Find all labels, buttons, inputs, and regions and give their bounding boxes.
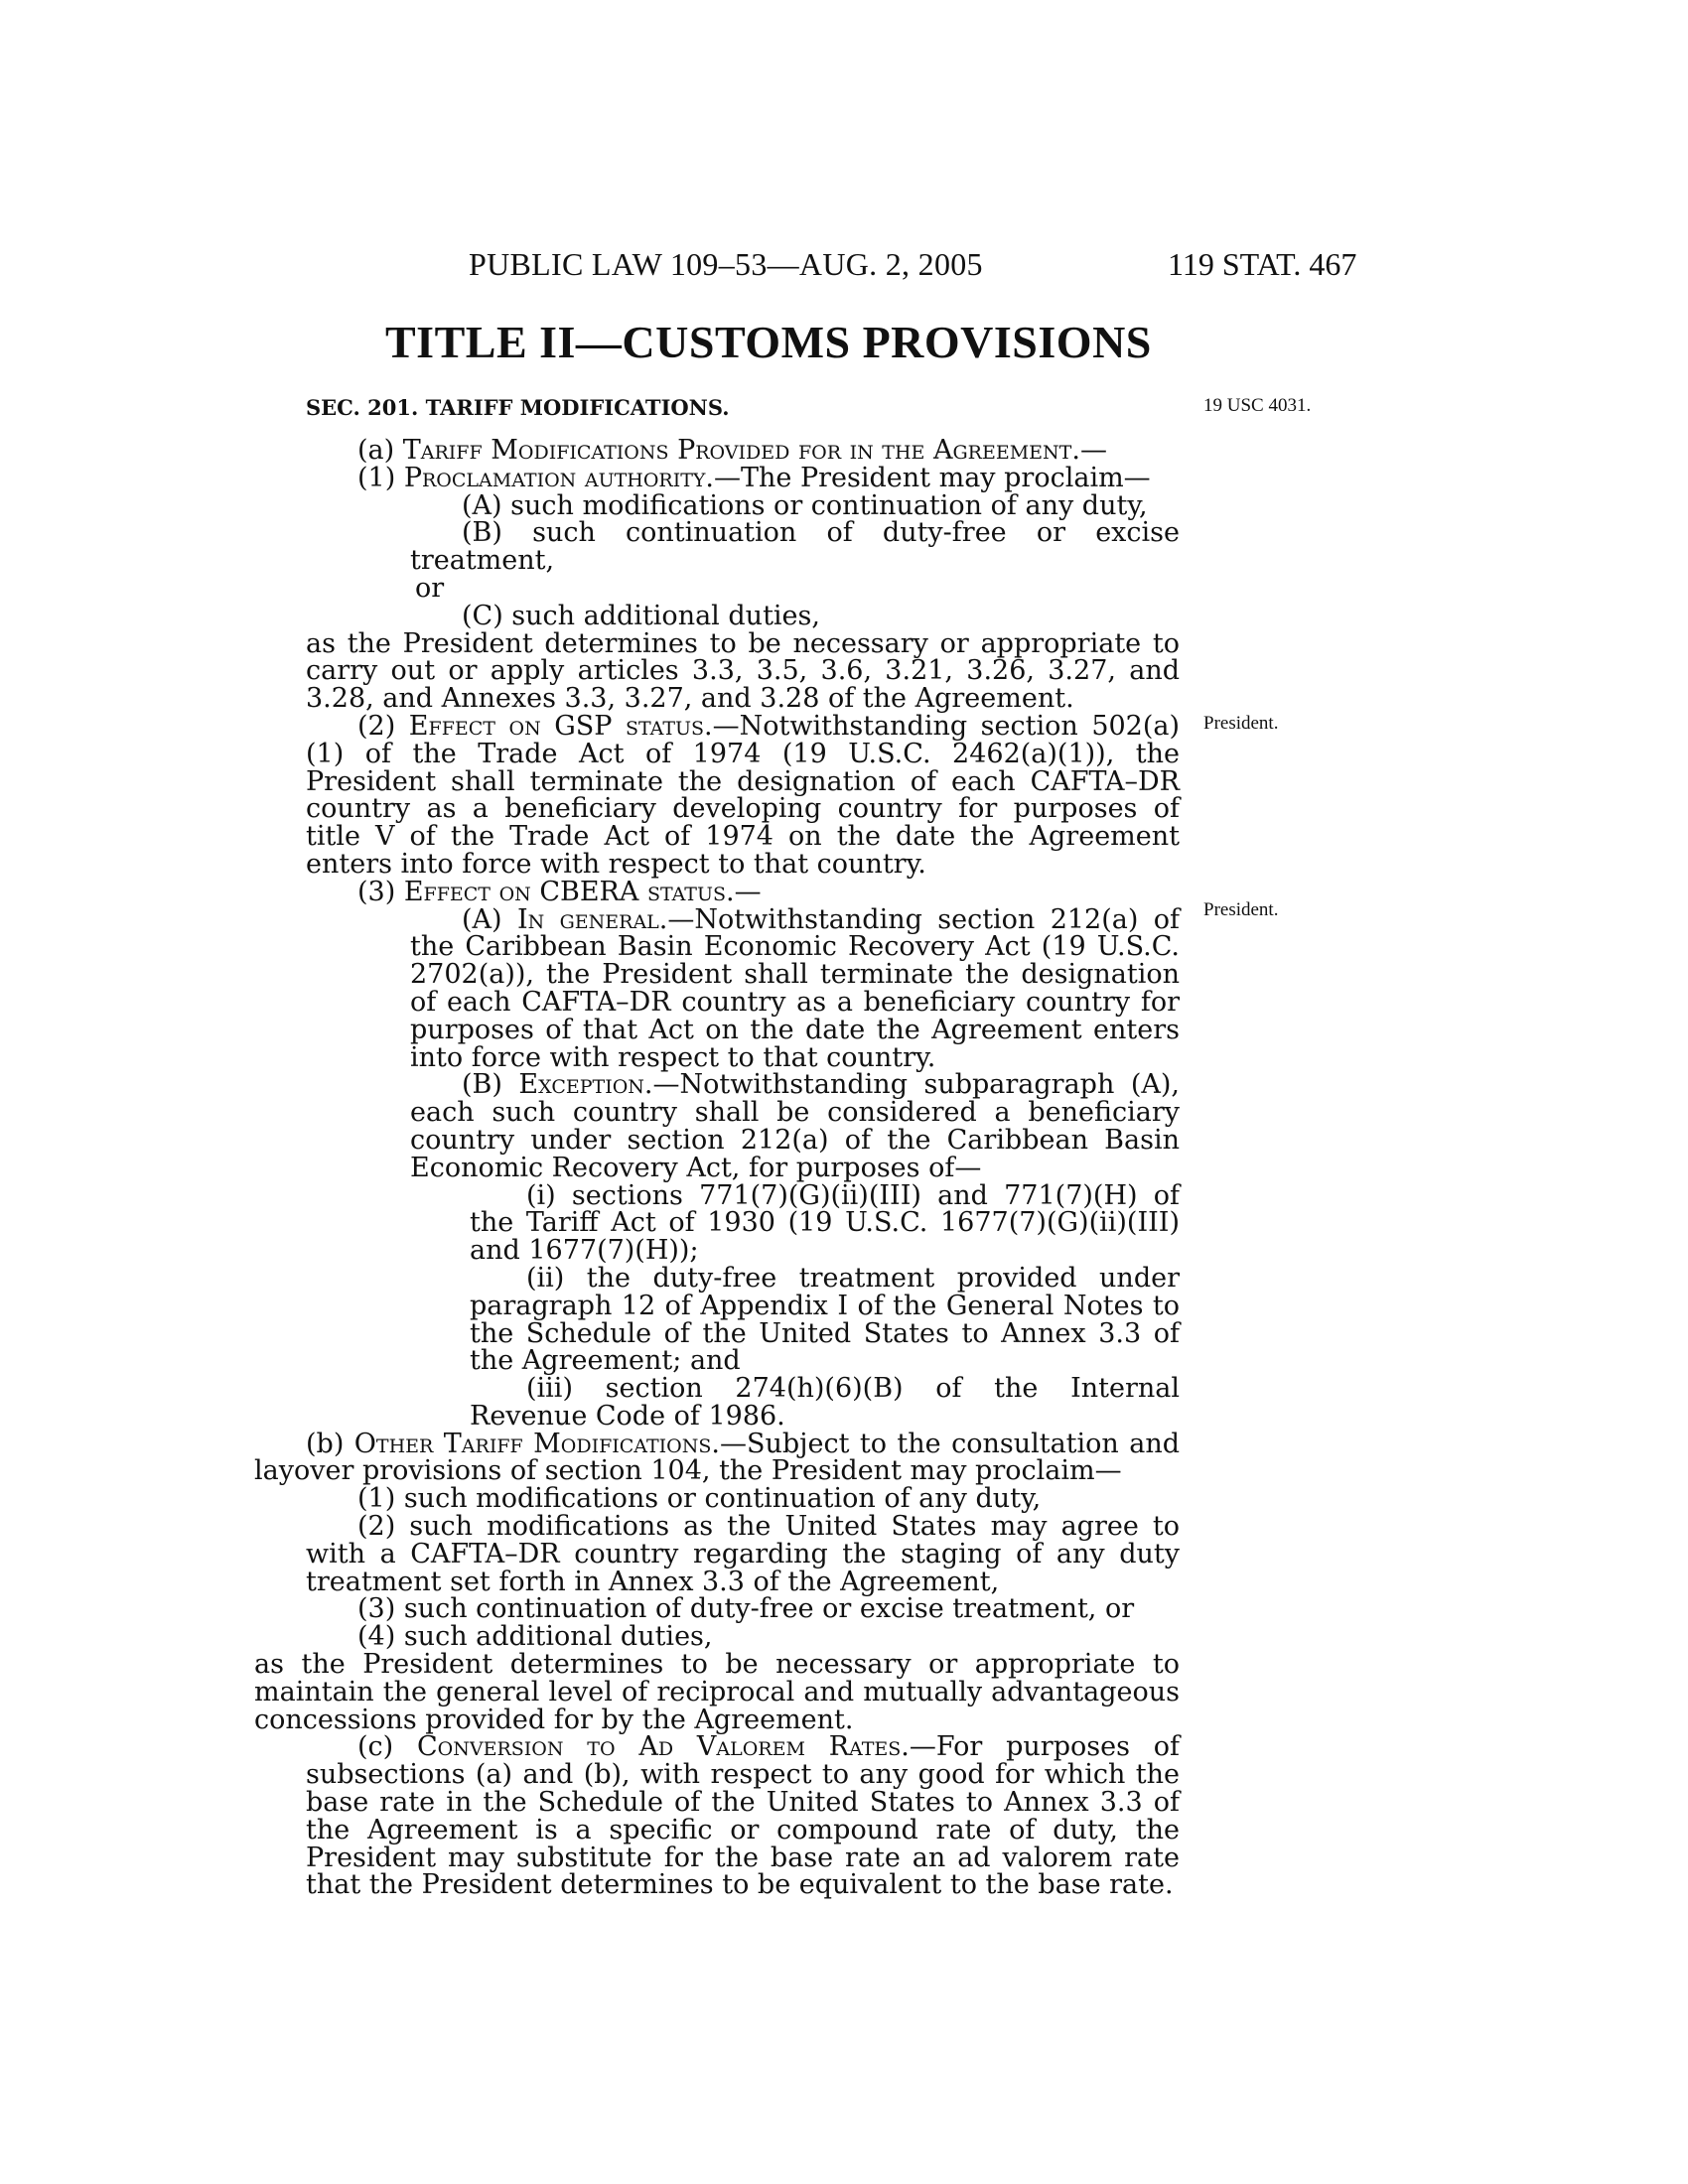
clause-or: or xyxy=(415,572,445,604)
subparagraph-a3-B: (B) Exception.—Notwithstanding subparagraph (A), each such country shall be considered a beneficiary country under section 212(a) of the Caribbean Basin Economic Recovery Act, for purposes of— xyxy=(410,1069,1181,1183)
subparagraph-a3-A: (A) In general.—Notwithstanding section 212(a) of the Caribbean Basin Economic Recovery Act (19 U.S.C. 2702(a)), the President shall terminate the designation of each CAFTA–DR country as a beneficiary country for purposes of that Act on the date the Agreement enters into force with respect to that country. xyxy=(410,903,1180,1073)
subsection-b: (b) Other Tariff Modifications.—Subject to the consultation and layover provisions of section 104, the President may proclaim— xyxy=(254,1428,1180,1487)
subsection-a-heading: (a) Tariff Modifications Provided for in the Agreement.— xyxy=(357,435,1107,466)
paragraph-b4: (4) such additional duties, xyxy=(357,1621,713,1653)
subsection-b-closing: as the President determines to be necessary or appropriate to maintain the general level of reciprocal and mutually advantageous concessions provided for by the Agreement. xyxy=(254,1649,1180,1735)
section-heading: SEC. 201. TARIFF MODIFICATIONS. xyxy=(306,395,730,420)
paragraph-b3: (3) such continuation of duty-free or excise treatment, or xyxy=(357,1593,1135,1625)
body-text xyxy=(254,435,1181,1901)
running-header-right: 119 STAT. 467 xyxy=(1168,246,1357,282)
item-iii: (iii) section 274(h)(6)(B) of the Internal Revenue Code of 1986. xyxy=(470,1373,1180,1432)
margin-note-president-2: President. xyxy=(1203,899,1279,920)
paragraph-a3-heading: (3) Effect on CBERA status.— xyxy=(357,876,762,907)
paragraph-b2: (2) such modifications as the United States may agree to with a CAFTA–DR country regarding the staging of any duty treatment set forth in Annex 3.3 of the Agreement, xyxy=(306,1511,1180,1597)
subsection-c: (c) Conversion to Ad Valorem Rates.—For purposes of subsections (a) and (b), with respect to any good for which the base rate in the Schedule of the United States to Annex 3.3 of the Agreement is a specific or compound rate of duty, the President may substitute for the base rate an ad valorem rate that the President determines to be equivalent to the base rate. xyxy=(306,1731,1180,1901)
title-heading: TITLE II—CUSTOMS PROVISIONS xyxy=(385,317,1152,367)
paragraph-a2: (2) Effect on GSP status.—Notwithstanding section 502(a)(1) of the Trade Act of 1974 (19 U.S.C. 2462(a)(1)), the President shall terminate the designation of each CAFTA–DR country as a beneficiary developing country for purposes of title V of the Trade Act of 1974 on the date the Agreement enters into force with respect to that country. xyxy=(306,710,1181,880)
running-header-left: PUBLIC LAW 109–53—AUG. 2, 2005 xyxy=(469,246,983,282)
clause-a1-A: (A) such modifications or continuation of any duty, xyxy=(462,489,1148,521)
paragraph-a1: (1) Proclamation authority.—The President may proclaim— xyxy=(357,462,1151,493)
clause-a1-B: (B) such continuation of duty-free or excise treatment, xyxy=(410,517,1180,577)
clause-a1-C: (C) such additional duties, xyxy=(462,600,820,631)
margin-note-president-1: President. xyxy=(1203,713,1279,734)
paragraph-b1: (1) such modifications or continuation of any duty, xyxy=(357,1483,1042,1515)
item-i: (i) sections 771(7)(G)(ii)(III) and 771(7)(H) of the Tariff Act of 1930 (19 U.S.C. 1677(7)(G)(ii)(III) and 1677(7)(H)); xyxy=(470,1179,1180,1267)
paragraph-a1-closing: as the President determines to be necessary or appropriate to carry out or apply articles 3.3, 3.5, 3.6, 3.21, 3.26, 3.27, and 3.28, and Annexes 3.3, 3.27, and 3.28 of the Agreement. xyxy=(306,627,1180,715)
item-ii: (ii) the duty-free treatment provided under paragraph 12 of Appendix I of the General Notes to the Schedule of the United States to Annex 3.3 of the Agreement; and xyxy=(470,1262,1180,1377)
margin-note-usc: 19 USC 4031. xyxy=(1203,395,1312,416)
